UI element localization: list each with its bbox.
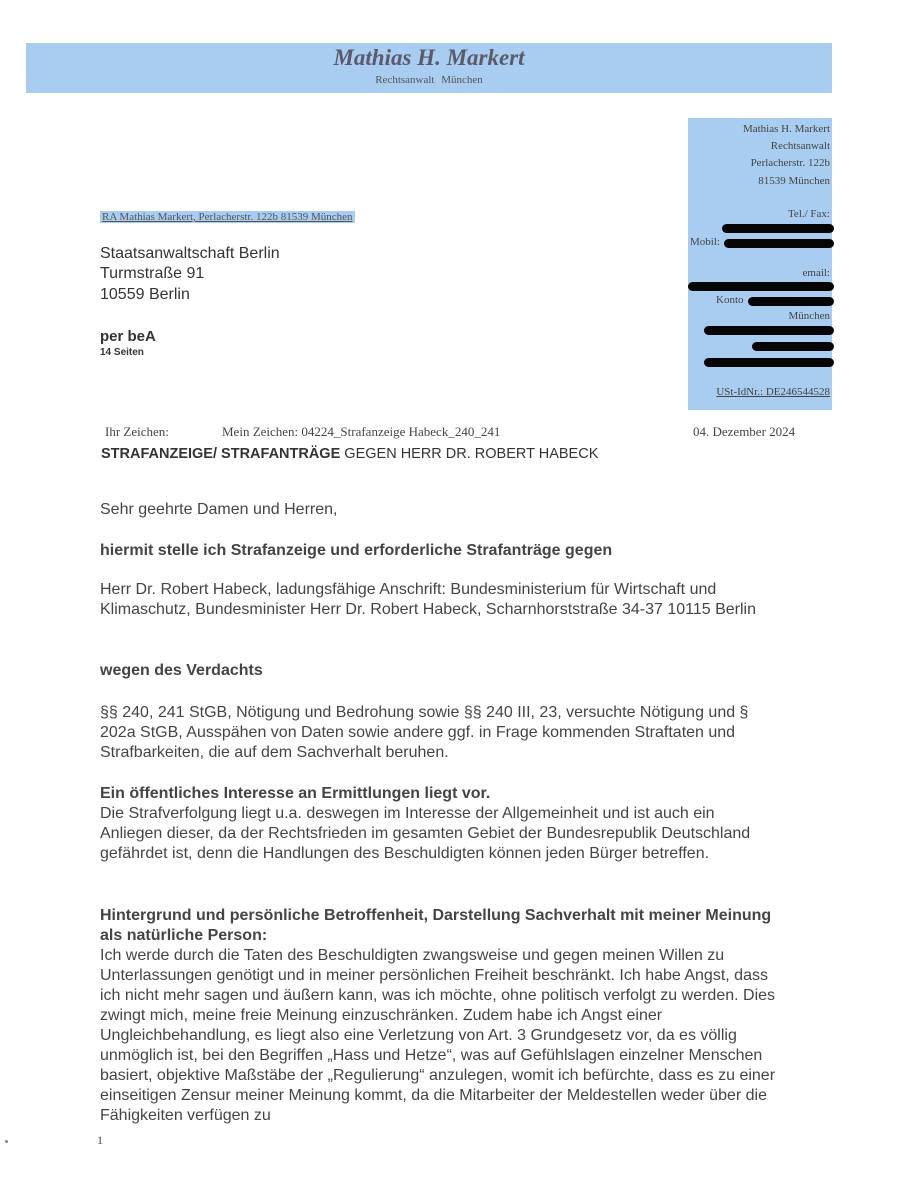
accused-paragraph: Herr Dr. Robert Habeck, ladungsfähige Anschrift: Bundesministerium für Wirtschaft und Klimaschutz, Bundesminister Herr Dr. Robert Habeck, Scharnhorststraße 34-37 10115 Berlin — [100, 581, 756, 618]
return-address: RA Mathias Markert, Perlacherstr. 122b 81539 München — [102, 211, 353, 223]
letterhead-banner — [26, 43, 832, 93]
sidebar-email-label: email: — [802, 267, 830, 279]
sidebar-vat-id: USt-IdNr.: DE246544528 — [716, 386, 830, 398]
recipient-name: Staatsanwaltschaft Berlin — [100, 245, 280, 262]
scan-artifact — [5, 1140, 8, 1143]
sidebar-tel-fax-label: Tel./ Fax: — [787, 208, 830, 220]
firm-subtitle: Rechtsanwalt München — [375, 74, 483, 86]
subject-bold: STRAFANZEIGE/ STRAFANTRÄGE — [101, 446, 341, 462]
sidebar-mobil-label: Mobil: — [690, 236, 720, 248]
firm-name: Mathias H. Markert — [333, 45, 525, 70]
sidebar-title: Rechtsanwalt — [770, 140, 830, 152]
our-reference: Mein Zeichen: 04224_Strafanzeige Habeck_240_241 — [222, 424, 501, 439]
sidebar-konto-label: Konto — [716, 294, 744, 306]
sidebar-name: Mathias H. Markert — [742, 123, 830, 135]
subject-rest: GEGEN HERR DR. ROBERT HABECK — [340, 446, 599, 462]
background-heading: Hintergrund und persönliche Betroffenheit, Darstellung Sachverhalt mit meiner Meinung als natürliche Person: — [100, 907, 772, 944]
redaction-bar — [748, 297, 834, 306]
page-number: 1 — [97, 1133, 103, 1147]
redaction-bar — [722, 224, 834, 233]
contact-sidebar — [688, 118, 832, 410]
redaction-bar — [724, 239, 834, 248]
public-interest-paragraph: Die Strafverfolgung liegt u.a. deswegen im Interesse der Allgemeinheit und ist auch ein Anliegen dieser, da der Rechtsfrieden im gesamten Gebiet der Bundesrepublik Deutschland gefährdet ist, denn die Handlungen des Beschuldigten können jeden Bürger betreffen. — [100, 805, 751, 862]
your-reference-label: Ihr Zeichen: — [105, 424, 169, 439]
intro-statement: hiermit stelle ich Strafanzeige und erforderliche Strafanträge gegen — [100, 542, 613, 559]
recipient-street: Turmstraße 91 — [100, 265, 205, 282]
redaction-bar — [704, 358, 834, 367]
delivery-method: per beA — [100, 328, 156, 345]
suspicion-heading: wegen des Verdachts — [100, 662, 263, 679]
redaction-bar — [704, 326, 834, 335]
subject-line — [101, 446, 598, 462]
page-count: 14 Seiten — [100, 347, 144, 358]
recipient-city: 10559 Berlin — [100, 286, 190, 303]
public-interest-heading: Ein öffentliches Interesse an Ermittlungen liegt vor. — [100, 785, 491, 802]
redaction-bar — [752, 342, 834, 351]
salutation: Sehr geehrte Damen und Herren, — [100, 501, 338, 518]
sidebar-street: Perlacherstr. 122b — [750, 157, 830, 169]
sidebar-city: 81539 München — [758, 175, 830, 187]
charges-paragraph: §§ 240, 241 StGB, Nötigung und Bedrohung sowie §§ 240 III, 23, versuchte Nötigung und § 202a StGB, Ausspähen von Daten sowie andere ggf. in Frage kommenden Straftaten und Strafbarkeiten, die auf dem Sachverhalt beruhen. — [100, 704, 749, 761]
background-paragraph: Ich werde durch die Taten des Beschuldigten zwangsweise und gegen meinen Willen zu Unterlassungen genötigt und in meiner persönlichen Freiheit beschränkt. Ich habe Angst, dass ich nicht mehr sagen und äußern kann, was ich möchte, ohne politisch verfolgt zu werden. Dies zwingt mich, meine freie Meinung einzuschränken. Zudem habe ich Angst einer Ungleichbehandlung, es liegt also eine Verletzung von Art. 3 Grundgesetz vor, da es völlig unmöglich ist, bei den Begriffen „Hass und Hetze“, was auf Gefühlslagen einzelner Menschen basiert, objektive Maßstäbe der „Regulierung“ anzulegen, womit ich befürchte, dass es zu einer einseitigen Zensur meiner Meinung kommt, da die Mitarbeiter der Meldestellen weder über die Fähigkeiten verfügen zu — [100, 947, 776, 1124]
sidebar-bank-city: München — [788, 310, 830, 322]
redaction-bar — [688, 282, 834, 291]
letter-date: 04. Dezember 2024 — [693, 424, 796, 439]
